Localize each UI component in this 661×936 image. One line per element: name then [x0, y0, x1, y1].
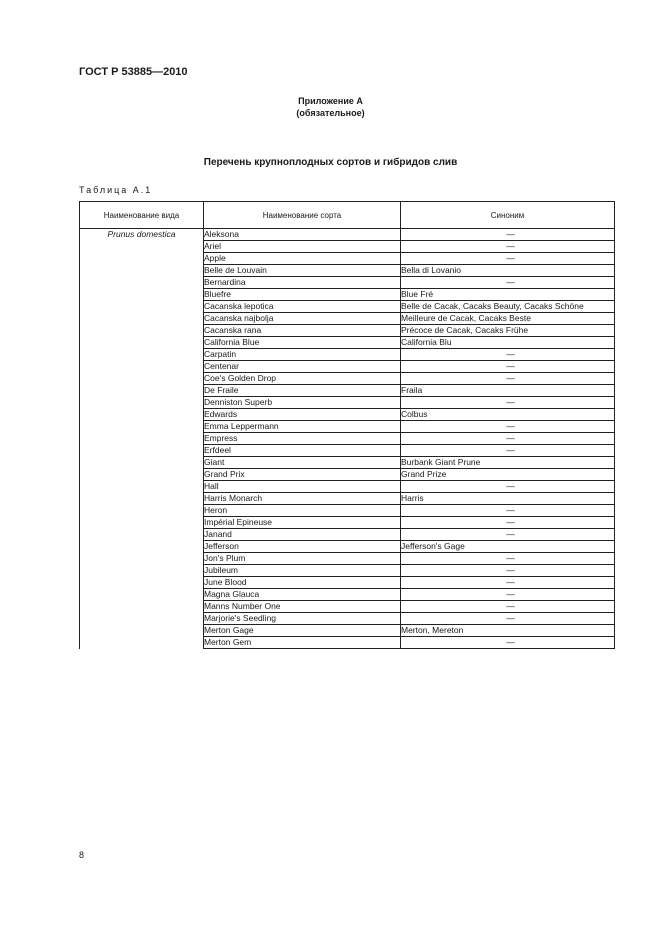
synonym-cell: —	[401, 241, 615, 253]
synonym-cell: —	[401, 277, 615, 289]
synonym-cell: —	[401, 361, 615, 373]
synonym-cell: Blue Fré	[401, 289, 615, 301]
column-header-synonym: Синоним	[401, 202, 615, 229]
variety-cell: Cacanska najbolja	[204, 313, 401, 325]
table-body	[80, 229, 615, 649]
table-header-row	[80, 202, 615, 229]
synonym-cell: —	[401, 613, 615, 625]
synonym-cell: California Blu	[401, 337, 615, 349]
synonym-cell: —	[401, 589, 615, 601]
variety-cell: Ariel	[204, 241, 401, 253]
synonym-cell: Bella di Lovanio	[401, 265, 615, 277]
synonym-cell: —	[401, 565, 615, 577]
synonym-cell: Jefferson's Gage	[401, 541, 615, 553]
variety-cell: Hall	[204, 481, 401, 493]
variety-cell: Aleksona	[204, 229, 401, 241]
synonym-cell: Burbank Giant Prune	[401, 457, 615, 469]
table-row	[80, 229, 615, 241]
variety-cell: Bernardina	[204, 277, 401, 289]
synonym-cell: —	[401, 505, 615, 517]
synonym-cell: Précoce de Cacak, Cacaks Frühe	[401, 325, 615, 337]
synonym-cell: —	[401, 517, 615, 529]
synonym-cell: Fraila	[401, 385, 615, 397]
variety-cell: Erfdeel	[204, 445, 401, 457]
variety-cell: Denniston Superb	[204, 397, 401, 409]
variety-cell: Apple	[204, 253, 401, 265]
synonym-cell: —	[401, 529, 615, 541]
variety-cell: Janand	[204, 529, 401, 541]
variety-cell: Magna Glauca	[204, 589, 401, 601]
variety-cell: June Blood	[204, 577, 401, 589]
synonym-cell: —	[401, 229, 615, 241]
synonym-cell: Colbus	[401, 409, 615, 421]
synonym-cell: —	[401, 397, 615, 409]
variety-cell: Emma Leppermann	[204, 421, 401, 433]
synonym-cell: Meilleure de Cacak, Cacaks Beste	[401, 313, 615, 325]
varieties-table	[79, 201, 615, 649]
variety-cell: Cacanska rana	[204, 325, 401, 337]
column-header-species: Наименование вида	[80, 202, 204, 229]
standard-code: ГОСТ Р 53885—2010	[79, 66, 188, 78]
table-label: Таблица А.1	[79, 185, 153, 195]
variety-cell: Manns Number One	[204, 601, 401, 613]
synonym-cell: Harris	[401, 493, 615, 505]
variety-cell: Centenar	[204, 361, 401, 373]
column-header-variety: Наименование сорта	[204, 202, 401, 229]
variety-cell: Belle de Louvain	[204, 265, 401, 277]
appendix-title: Приложение А	[298, 96, 363, 106]
synonym-cell: —	[401, 601, 615, 613]
synonym-cell: —	[401, 349, 615, 361]
variety-cell: Jon's Plum	[204, 553, 401, 565]
synonym-cell: —	[401, 553, 615, 565]
synonym-cell: —	[401, 421, 615, 433]
variety-cell: Jubileum	[204, 565, 401, 577]
variety-cell: Grand Prix	[204, 469, 401, 481]
synonym-cell: —	[401, 577, 615, 589]
synonym-cell: Grand Prize	[401, 469, 615, 481]
appendix-subtitle: (обязательное)	[296, 108, 365, 118]
variety-cell: Edwards	[204, 409, 401, 421]
synonym-cell: —	[401, 253, 615, 265]
synonym-cell: Merton, Mereton	[401, 625, 615, 637]
synonym-cell: Belle de Cacak, Cacaks Beauty, Cacaks Schöne	[401, 301, 615, 313]
variety-cell: Merton Gage	[204, 625, 401, 637]
variety-cell: Giant	[204, 457, 401, 469]
variety-cell: Carpatin	[204, 349, 401, 361]
variety-cell: California Blue	[204, 337, 401, 349]
synonym-cell: —	[401, 637, 615, 649]
variety-cell: Empress	[204, 433, 401, 445]
variety-cell: Marjorie's Seedling	[204, 613, 401, 625]
species-cell: Prunus domestica	[80, 229, 204, 649]
variety-cell: Harris Monarch	[204, 493, 401, 505]
variety-cell: Coe's Golden Drop	[204, 373, 401, 385]
list-title: Перечень крупноплодных сортов и гибридов слив	[203, 157, 458, 168]
variety-cell: Merton Gem	[204, 637, 401, 649]
page-number: 8	[79, 850, 85, 860]
variety-cell: Jefferson	[204, 541, 401, 553]
synonym-cell: —	[401, 433, 615, 445]
synonym-cell: —	[401, 373, 615, 385]
variety-cell: Impérial Epineuse	[204, 517, 401, 529]
synonym-cell: —	[401, 481, 615, 493]
variety-cell: Cacanska lepotica	[204, 301, 401, 313]
variety-cell: De Fraile	[204, 385, 401, 397]
variety-cell: Bluefre	[204, 289, 401, 301]
variety-cell: Heron	[204, 505, 401, 517]
synonym-cell: —	[401, 445, 615, 457]
